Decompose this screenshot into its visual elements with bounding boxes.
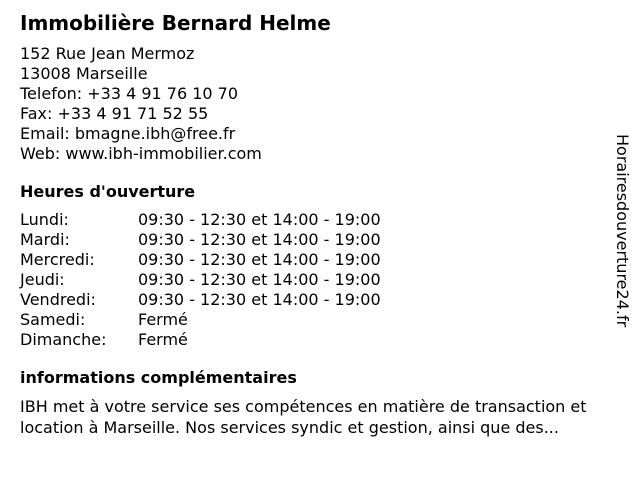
address-line-1: 152 Rue Jean Mermoz	[20, 44, 195, 63]
hours-row-wednesday	[20, 250, 610, 270]
address-line-2: 13008 Marseille	[20, 64, 148, 83]
hours-row-thursday	[20, 270, 610, 290]
hours-row-tuesday	[20, 230, 610, 250]
time-value: 09:30 - 12:30 et 14:00 - 19:00	[138, 270, 381, 289]
time-value: 09:30 - 12:30 et 14:00 - 19:00	[138, 250, 381, 269]
info-title: informations complémentaires	[20, 368, 297, 387]
day-label: Lundi:	[20, 210, 69, 229]
day-label: Jeudi:	[20, 270, 65, 289]
business-card	[20, 10, 610, 438]
business-name: Immobilière Bernard Helme	[20, 11, 331, 35]
hours-row-saturday	[20, 310, 610, 330]
time-value: 09:30 - 12:30 et 14:00 - 19:00	[138, 290, 381, 309]
day-label: Dimanche:	[20, 330, 107, 349]
time-value: Fermé	[138, 330, 188, 349]
hours-row-sunday	[20, 330, 610, 350]
email-address: Email: bmagne.ibh@free.fr	[20, 124, 236, 143]
time-value: Fermé	[138, 310, 188, 329]
day-label: Samedi:	[20, 310, 86, 329]
time-value: 09:30 - 12:30 et 14:00 - 19:00	[138, 210, 381, 229]
hours-row-monday	[20, 210, 610, 230]
fax-number: Fax: +33 4 91 71 52 55	[20, 104, 209, 123]
hours-row-friday	[20, 290, 610, 310]
phone-number: Telefon: +33 4 91 76 10 70	[20, 84, 239, 103]
time-value: 09:30 - 12:30 et 14:00 - 19:00	[138, 230, 381, 249]
hours-table	[20, 210, 610, 350]
brand-watermark: Horairesdouverture24.fr	[613, 134, 632, 328]
contact-block	[20, 44, 610, 164]
hours-title: Heures d'ouverture	[20, 182, 196, 201]
info-text: IBH met à votre service ses compétences en matière de transaction et location à Marseille. Nos services syndic et gestion, ainsi que des...	[20, 397, 587, 437]
day-label: Vendredi:	[20, 290, 96, 309]
website: Web: www.ibh-immobilier.com	[20, 144, 262, 163]
day-label: Mercredi:	[20, 250, 95, 269]
day-label: Mardi:	[20, 230, 70, 249]
